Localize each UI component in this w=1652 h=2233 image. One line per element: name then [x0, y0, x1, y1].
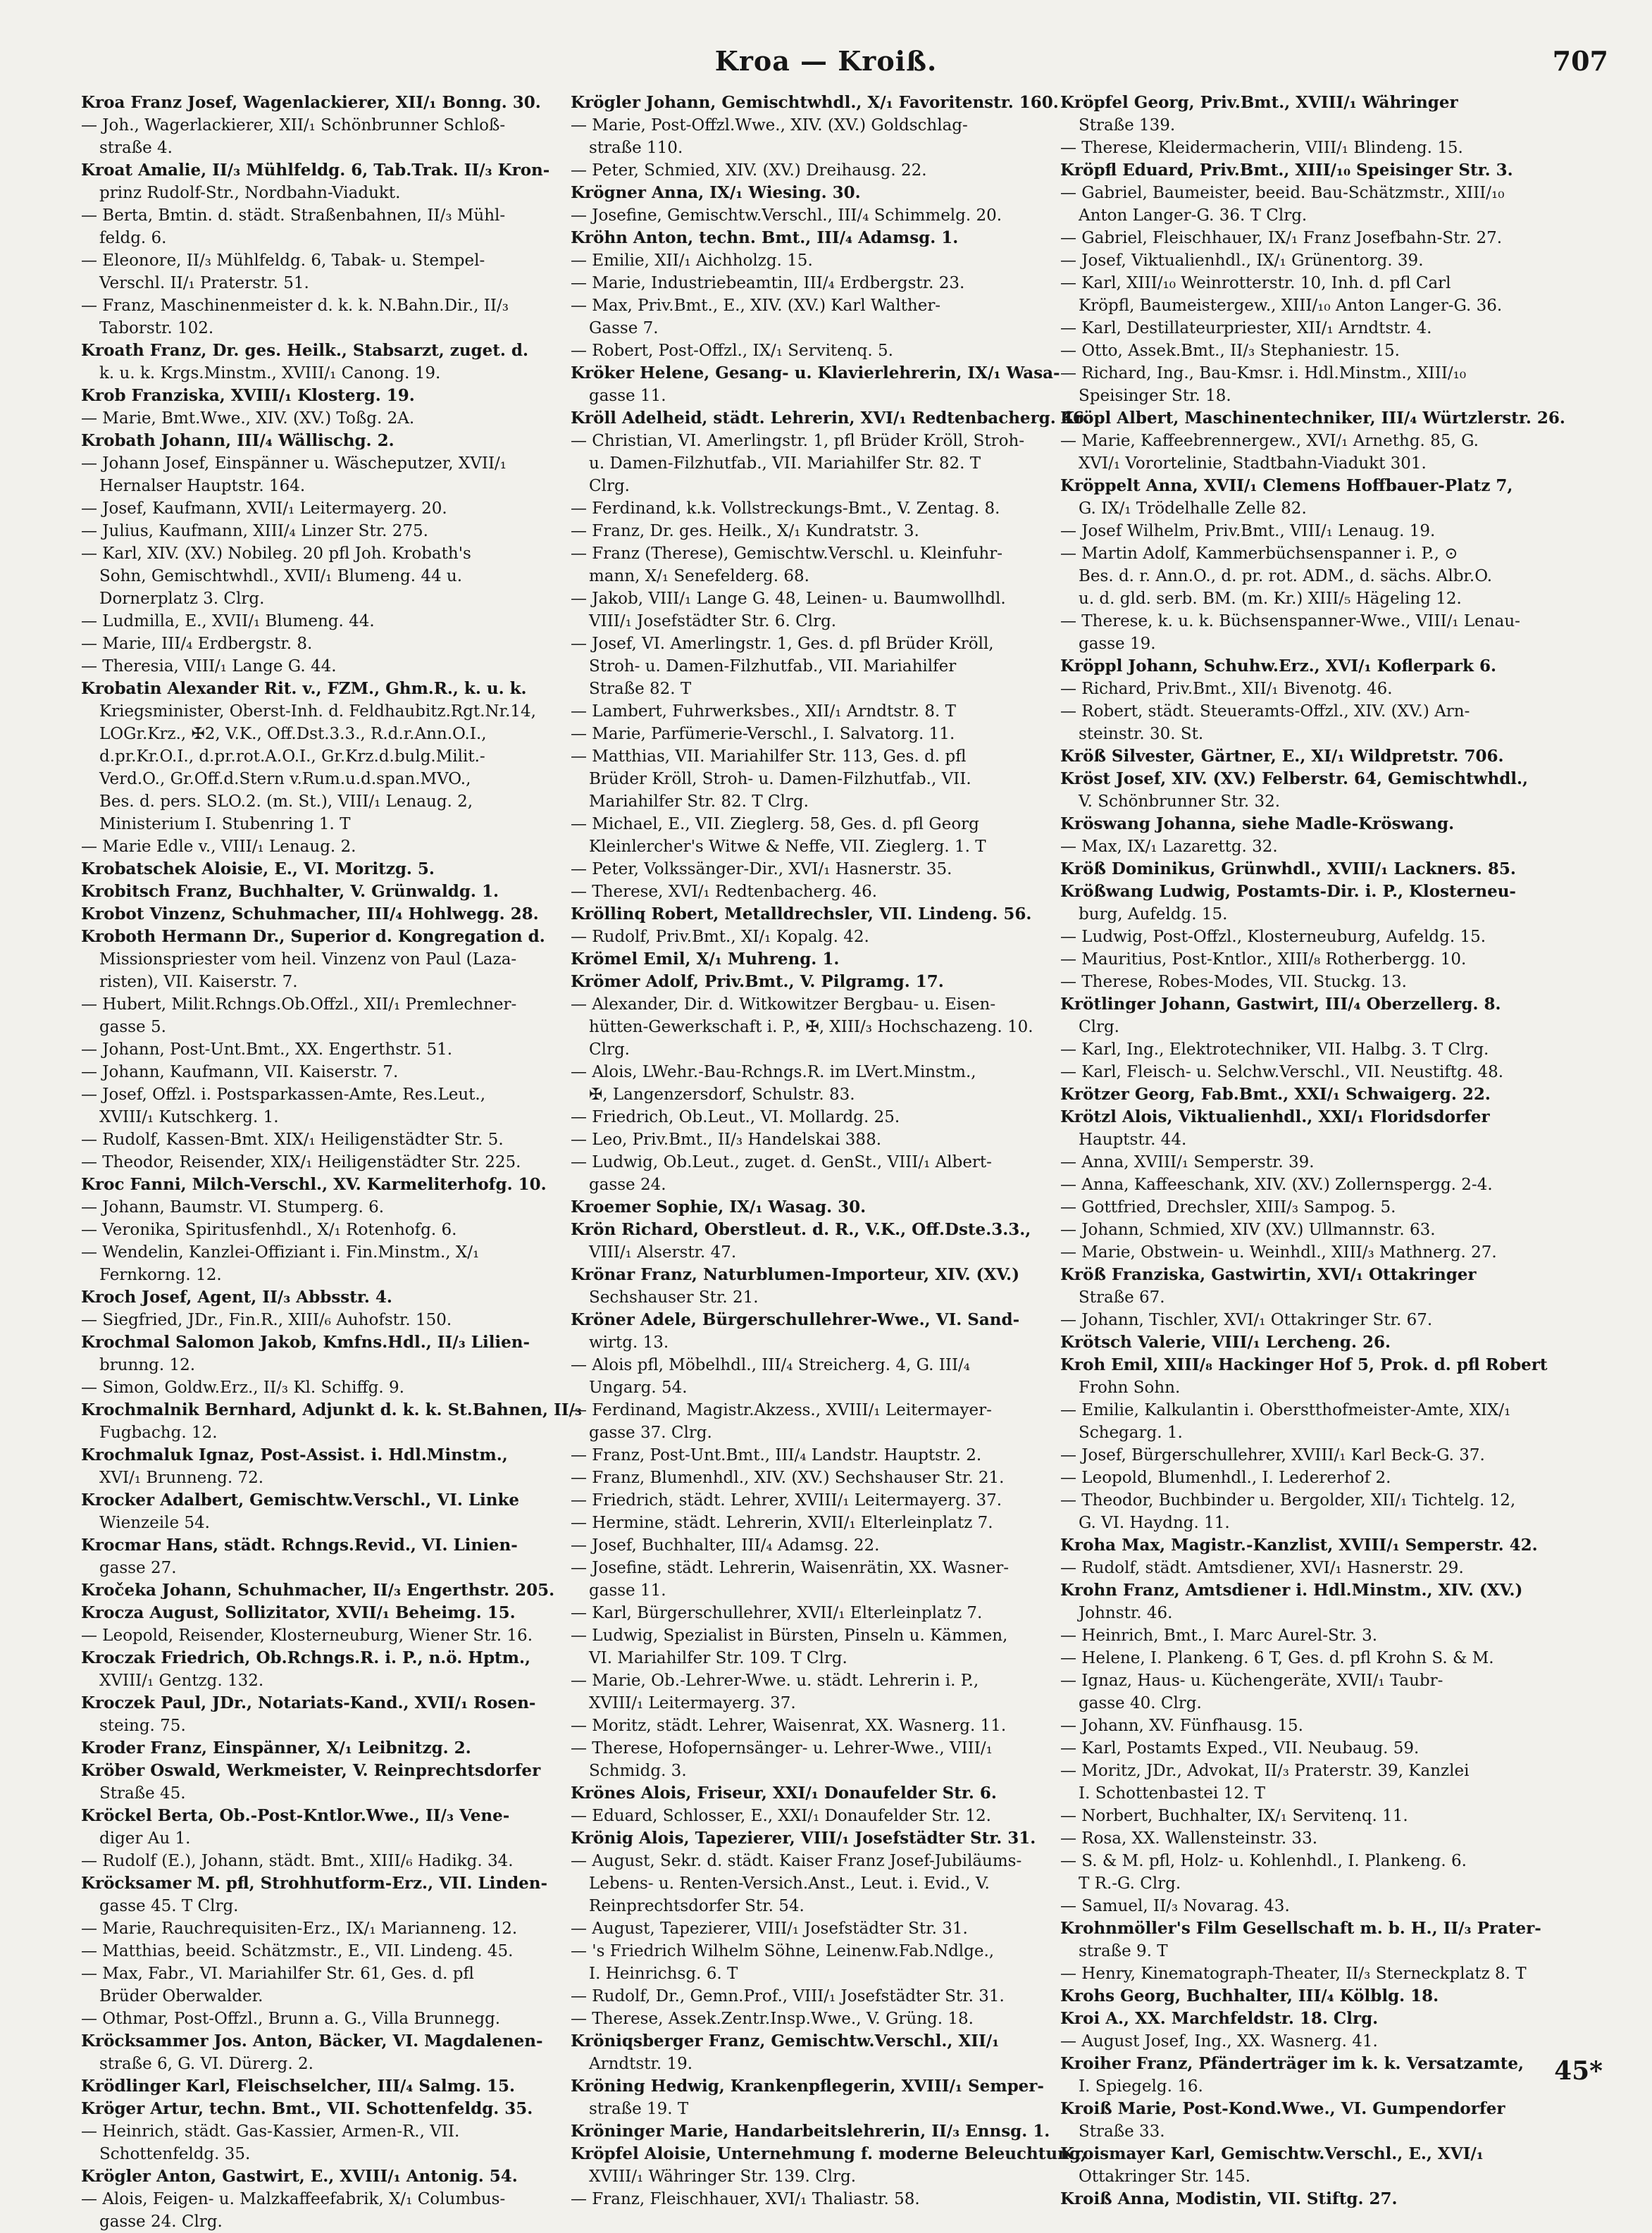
directory-line: Straße 82. T: [589, 680, 692, 698]
directory-line: wirtg. 13.: [589, 1333, 669, 1352]
directory-line: — Wendelin, Kanzlei-Offiziant i. Fin.Minstm., X/₁: [81, 1243, 480, 1262]
directory-line: Kröpl Albert, Maschinentechniker, III/₄ Würtzlerstr. 26.: [1060, 409, 1565, 428]
directory-line: gasse 11.: [589, 387, 666, 405]
directory-line: — Friedrich, städt. Lehrer, XVIII/₁ Leitermayerg. 37.: [571, 1491, 1002, 1510]
directory-line: Straße 139.: [1079, 116, 1176, 135]
directory-line: Kröpfel Georg, Priv.Bmt., XVIII/₁ Währinger: [1060, 93, 1458, 112]
directory-line: Kröpfl, Baumeistergew., XIII/₁₀ Anton Langer-G. 36.: [1079, 297, 1503, 315]
directory-line: — Ignaz, Haus- u. Küchengeräte, XVII/₁ Taubr-: [1060, 1672, 1443, 1690]
directory-line: Krötzer Georg, Fab.Bmt., XXI/₁ Schwaigerg. 22.: [1060, 1085, 1491, 1104]
directory-line: — Martin Adolf, Kammerbüchsenspanner i. P., ⊙: [1060, 545, 1458, 563]
directory-line: VIII/₁ Josefstädter Str. 6. Clrg.: [589, 612, 837, 630]
directory-line: Taborstr. 102.: [99, 319, 214, 337]
directory-line: — Christian, VI. Amerlingstr. 1, pfl Brüder Kröll, Stroh-: [571, 432, 1025, 450]
directory-line: — Gabriel, Fleischhauer, IX/₁ Franz Josefbahn-Str. 27.: [1060, 229, 1503, 247]
directory-line: — Jakob, VIII/₁ Lange G. 48, Leinen- u. Baumwollhdl.: [571, 590, 1006, 608]
directory-line: — Rosa, XX. Wallensteinstr. 33.: [1060, 1829, 1318, 1848]
directory-line: — Marie Edle v., VIII/₁ Lenaug. 2.: [81, 838, 356, 856]
directory-line: straße 110.: [589, 139, 683, 157]
directory-line: — Michael, E., VII. Zieglerg. 58, Ges. d. pfl Georg: [571, 815, 979, 833]
directory-line: — Ferdinand, Magistr.Akzess., XVIII/₁ Leitermayer-: [571, 1401, 992, 1419]
directory-line: — Josefine, Gemischtw.Verschl., III/₄ Schimmelg. 20.: [571, 206, 1002, 225]
directory-line: — Berta, Bmtin. d. städt. Straßenbahnen, II/₃ Mühl-: [81, 206, 506, 225]
directory-line: — Karl, XIII/₁₀ Weinrotterstr. 10, Inh. d. pfl Carl: [1060, 274, 1451, 292]
directory-line: Ottakringer Str. 145.: [1079, 2167, 1251, 2186]
directory-line: Kroc Fanni, Milch-Verschl., XV. Karmeliterhofg. 10.: [81, 1175, 547, 1194]
directory-line: — Theodor, Buchbinder u. Bergolder, XII/₁ Tichtelg. 12,: [1060, 1491, 1516, 1510]
directory-line: — Robert, Post-Offzl., IX/₁ Servitenq. 5.: [571, 342, 893, 360]
directory-line: — Anna, XVIII/₁ Semperstr. 39.: [1060, 1153, 1315, 1171]
directory-line: Kröninger Marie, Handarbeitslehrerin, II/₃ Ennsg. 1.: [571, 2122, 1050, 2141]
directory-line: steing. 75.: [99, 1717, 186, 1735]
directory-line: Speisinger Str. 18.: [1079, 387, 1231, 405]
directory-line: Verschl. II/₁ Praterstr. 51.: [99, 274, 309, 292]
directory-line: Kröniqsberger Franz, Gemischtw.Verschl., XII/₁: [571, 2032, 1000, 2051]
directory-line: Krömel Emil, X/₁ Muhreng. 1.: [571, 950, 840, 969]
directory-line: — Alois, LWehr.-Bau-Rchngs.R. im LVert.Minstm.,: [571, 1063, 976, 1081]
directory-line: — Max, Fabr., VI. Mariahilfer Str. 61, Ges. d. pfl: [81, 1965, 474, 1983]
directory-line: — Josef, Bürgerschullehrer, XVIII/₁ Karl Beck-G. 37.: [1060, 1446, 1485, 1464]
directory-line: — Joh., Wagerlackierer, XII/₁ Schönbrunner Schloß-: [81, 116, 506, 135]
directory-line: — Othmar, Post-Offzl., Brunn a. G., Villa Brunnegg.: [81, 2010, 501, 2028]
directory-line: — Eduard, Schlosser, E., XXI/₁ Donaufelder Str. 12.: [571, 1807, 991, 1825]
directory-line: — Karl, Postamts Exped., VII. Neubaug. 59.: [1060, 1739, 1420, 1758]
directory-line: Krögner Anna, IX/₁ Wiesing. 30.: [571, 183, 861, 202]
directory-line: Clrg.: [589, 477, 630, 495]
directory-line: gasse 24.: [589, 1176, 666, 1194]
column-2: [571, 92, 1090, 2208]
directory-line: Kleinlercher's Witwe & Neffe, VII. Zieglerg. 1. T: [589, 838, 986, 856]
directory-line: — Ludwig, Spezialist in Bürsten, Pinseln u. Kämmen,: [571, 1626, 1008, 1645]
directory-line: Krobath Johann, III/₄ Wällischg. 2.: [81, 431, 395, 450]
directory-line: Krochmaluk Ignaz, Post-Assist. i. Hdl.Minstm.,: [81, 1445, 508, 1464]
directory-line: straße 4.: [99, 139, 173, 157]
directory-line: Kriegsminister, Oberst-Inh. d. Feldhaubitz.Rgt.Nr.14,: [99, 702, 536, 721]
directory-line: Krögler Anton, Gastwirt, E., XVIII/₁ Antonig. 54.: [81, 2167, 518, 2186]
directory-line: — Simon, Goldw.Erz., II/₃ Kl. Schiffg. 9.: [81, 1379, 404, 1397]
directory-line: — Karl, XIV. (XV.) Nobileg. 20 pfl Joh. Krobath's: [81, 545, 471, 563]
directory-line: — Johann Josef, Einspänner u. Wäscheputzer, XVII/₁: [81, 454, 507, 473]
directory-line: — Theodor, Reisender, XIX/₁ Heiligenstädter Str. 225.: [81, 1153, 521, 1171]
directory-line: — Leopold, Blumenhdl., I. Ledererhof 2.: [1060, 1469, 1391, 1487]
directory-line: — S. & M. pfl, Holz- u. Kohlenhdl., I. Plankeng. 6.: [1060, 1852, 1467, 1870]
directory-line: Kroath Franz, Dr. ges. Heilk., Stabsarzt, zuget. d.: [81, 341, 529, 360]
directory-line: Krögler Johann, Gemischtwhdl., X/₁ Favoritenstr. 160.: [571, 93, 1059, 112]
directory-line: Krochmal Salomon Jakob, Kmfns.Hdl., II/₃ Lilien-: [81, 1333, 530, 1352]
directory-line: d.pr.Kr.O.I., d.pr.rot.A.O.I., Gr.Krz.d.bulg.Milit.-: [99, 747, 485, 766]
directory-line: Krocker Adalbert, Gemischtw.Verschl., VI. Linke: [81, 1491, 520, 1510]
directory-line: diger Au 1.: [99, 1829, 191, 1848]
directory-line: VIII/₁ Alserstr. 47.: [589, 1243, 737, 1262]
sheet-signature: 45*: [1554, 2056, 1603, 2086]
directory-line: Kröppl Johann, Schuhw.Erz., XVI/₁ Koflerpark 6.: [1060, 657, 1496, 676]
directory-line: — Heinrich, städt. Gas-Kassier, Armen-R., VII.: [81, 2122, 460, 2141]
directory-line: — Johann, Tischler, XVI/₁ Ottakringer Str. 67.: [1060, 1311, 1433, 1329]
directory-line: — Marie, Ob.-Lehrer-Wwe. u. städt. Lehrerin i. P.,: [571, 1672, 979, 1690]
running-head: Kroa — Kroiß.: [714, 45, 938, 77]
directory-line: — Johann, XV. Fünfhausg. 15.: [1060, 1717, 1303, 1735]
directory-line: — Josefine, städt. Lehrerin, Waisenrätin, XX. Wasner-: [571, 1559, 1010, 1577]
directory-line: — Ludwig, Post-Offzl., Klosterneuburg, Aufeldg. 15.: [1060, 928, 1486, 946]
directory-line: G. VI. Haydng. 11.: [1079, 1514, 1230, 1532]
directory-line: — Lambert, Fuhrwerksbes., XII/₁ Arndtstr. 8. T: [571, 702, 956, 721]
directory-line: — Helene, I. Plankeng. 6 T, Ges. d. pfl Krohn S. & M.: [1060, 1649, 1494, 1667]
directory-line: Verd.O., Gr.Off.d.Stern v.Rum.u.d.span.MVO.,: [99, 770, 471, 788]
directory-line: — Franz, Dr. ges. Heilk., X/₁ Kundratstr. 3.: [571, 522, 919, 540]
directory-line: gasse 27.: [99, 1559, 177, 1577]
directory-line: Kröning Hedwig, Krankenpflegerin, XVIII/₁ Semper-: [571, 2077, 1044, 2096]
directory-line: Bes. d. pers. SLO.2. (m. St.), VIII/₁ Lenaug. 2,: [99, 792, 473, 811]
directory-line: Schottenfeldg. 35.: [99, 2145, 251, 2163]
directory-line: — Moritz, JDr., Advokat, II/₃ Praterstr. 39, Kanzlei: [1060, 1762, 1470, 1780]
directory-line: Dornerplatz 3. Clrg.: [99, 590, 265, 608]
directory-line: Kroiß Marie, Post-Kond.Wwe., VI. Gumpendorfer: [1060, 2099, 1505, 2118]
directory-line: Kröcksammer Jos. Anton, Bäcker, VI. Magdalenen-: [81, 2032, 543, 2051]
directory-line: — Ferdinand, k.k. Vollstreckungs-Bmt., V. Zentag. 8.: [571, 499, 1000, 518]
directory-line: Brüder Kröll, Stroh- u. Damen-Filzhutfab., VII.: [589, 770, 971, 788]
directory-line: — Josef, VI. Amerlingstr. 1, Ges. d. pfl Brüder Kröll,: [571, 635, 994, 653]
directory-line: Kroemer Sophie, IX/₁ Wasag. 30.: [571, 1198, 867, 1217]
directory-line: Krönig Alois, Tapezierer, VIII/₁ Josefstädter Str. 31.: [571, 1829, 1036, 1848]
directory-line: — August, Tapezierer, VIII/₁ Josefstädter Str. 31.: [571, 1920, 968, 1938]
directory-line: Straße 67.: [1079, 1288, 1165, 1307]
directory-line: — Rudolf (E.), Johann, städt. Bmt., XIII/₆ Hadikg. 34.: [81, 1852, 514, 1870]
directory-line: — Josef, Offzl. i. Postsparkassen-Amte, Res.Leut.,: [81, 1086, 486, 1104]
directory-line: — Marie, Bmt.Wwe., XIV. (XV.) Toßg. 2A.: [81, 409, 415, 428]
directory-line: Reinprechtsdorfer Str. 54.: [589, 1897, 805, 1915]
directory-line: — Franz, Maschinenmeister d. k. k. N.Bahn.Dir., II/₃: [81, 297, 509, 315]
directory-line: Kröpfel Aloisie, Unternehmung f. moderne Beleuchtung,: [571, 2144, 1086, 2163]
directory-line: — Marie, Obstwein- u. Weinhdl., XIII/₃ Mathnerg. 27.: [1060, 1243, 1497, 1262]
directory-line: — Otto, Assek.Bmt., II/₃ Stephaniestr. 15.: [1060, 342, 1400, 360]
directory-line: — Johann, Post-Unt.Bmt., XX. Engerthstr. 51.: [81, 1040, 453, 1059]
directory-line: — Ludmilla, E., XVII/₁ Blumeng. 44.: [81, 612, 375, 630]
directory-line: — Gabriel, Baumeister, beeid. Bau-Schätzmstr., XIII/₁₀: [1060, 184, 1505, 202]
directory-line: Brüder Oberwalder.: [99, 1987, 263, 2005]
directory-line: Krößwang Ludwig, Postamts-Dir. i. P., Klosterneu-: [1060, 882, 1516, 901]
directory-line: ✠, Langenzersdorf, Schulstr. 83.: [589, 1086, 855, 1104]
directory-line: — Moritz, städt. Lehrer, Waisenrat, XX. Wasnerg. 11.: [571, 1717, 1007, 1735]
directory-line: Kročeka Johann, Schuhmacher, II/₃ Engerthstr. 205.: [81, 1581, 555, 1600]
directory-line: T R.-G. Clrg.: [1079, 1874, 1181, 1893]
page-header: [0, 41, 1652, 90]
directory-line: Kroi A., XX. Marchfeldstr. 18. Clrg.: [1060, 2009, 1379, 2028]
directory-line: — Norbert, Buchhalter, IX/₁ Servitenq. 11.: [1060, 1807, 1408, 1825]
directory-line: — Matthias, beeid. Schätzmstr., E., VII. Lindeng. 45.: [81, 1942, 514, 1960]
directory-line: — Marie, Rauchrequisiten-Erz., IX/₁ Marianneng. 12.: [81, 1920, 518, 1938]
directory-line: gasse 37. Clrg.: [589, 1424, 712, 1442]
directory-line: — Marie, Parfümerie-Verschl., I. Salvatorg. 11.: [571, 725, 955, 743]
directory-line: Krocza August, Sollizitator, XVII/₁ Beheimg. 15.: [81, 1603, 516, 1622]
directory-line: — Therese, Kleidermacherin, VIII/₁ Blindeng. 15.: [1060, 139, 1463, 157]
directory-line: Mariahilfer Str. 82. T Clrg.: [589, 792, 809, 811]
directory-line: — Alexander, Dir. d. Witkowitzer Bergbau- u. Eisen-: [571, 995, 996, 1014]
directory-line: gasse 5.: [99, 1018, 166, 1036]
directory-line: Kröß Franziska, Gastwirtin, XVI/₁ Ottakringer: [1060, 1265, 1477, 1284]
directory-line: — Alois pfl, Möbelhdl., III/₄ Streicherg. 4, G. III/₄: [571, 1356, 970, 1374]
directory-line: — Rudolf, Kassen-Bmt. XIX/₁ Heiligenstädter Str. 5.: [81, 1131, 504, 1149]
directory-line: XVIII/₁ Kutschkerg. 1.: [99, 1108, 279, 1126]
directory-line: — Therese, XVI/₁ Redtenbacherg. 46.: [571, 883, 878, 901]
directory-line: — Marie, Industriebeamtin, III/₄ Erdbergstr. 23.: [571, 274, 965, 292]
directory-line: — Richard, Priv.Bmt., XII/₁ Bivenotg. 46.: [1060, 680, 1393, 698]
directory-line: Kroat Amalie, II/₃ Mühlfeldg. 6, Tab.Trak. II/₃ Kron-: [81, 161, 550, 180]
directory-line: LOGr.Krz., ✠2, V.K., Off.Dst.3.3., R.d.r.Ann.O.I.,: [99, 725, 487, 743]
directory-line: Kröswang Johanna, siehe Madle-Kröswang.: [1060, 814, 1455, 833]
directory-line: Kroch Josef, Agent, II/₃ Abbsstr. 4.: [81, 1288, 392, 1307]
directory-line: — Karl, Bürgerschullehrer, XVII/₁ Elterleinplatz 7.: [571, 1604, 983, 1622]
directory-line: Kroiher Franz, Pfänderträger im k. k. Versatzamte,: [1060, 2054, 1524, 2073]
directory-line: XVIII/₁ Währinger Str. 139. Clrg.: [589, 2167, 857, 2186]
directory-line: — Franz, Fleischhauer, XVI/₁ Thaliastr. 58.: [571, 2190, 920, 2208]
directory-line: Schegarg. 1.: [1079, 1424, 1183, 1442]
directory-line: Kröppelt Anna, XVII/₁ Clemens Hoffbauer-Platz 7,: [1060, 476, 1513, 495]
directory-line: — Theresia, VIII/₁ Lange G. 44.: [81, 657, 337, 676]
directory-line: Krobot Vinzenz, Schuhmacher, III/₄ Hohlwegg. 28.: [81, 904, 539, 923]
directory-line: Kröcksamer M. pfl, Strohhutform-Erz., VII. Linden-: [81, 1874, 548, 1893]
directory-line: — 's Friedrich Wilhelm Söhne, Leinenw.Fab.Ndlge.,: [571, 1942, 995, 1960]
directory-line: risten), VII. Kaiserstr. 7.: [99, 973, 298, 991]
directory-line: — Veronika, Spiritusfenhdl., X/₁ Rotenhofg. 6.: [81, 1221, 457, 1239]
directory-line: Krohn Franz, Amtsdiener i. Hdl.Minstm., XIV. (XV.): [1060, 1581, 1523, 1600]
directory-line: — Gottfried, Drechsler, XIII/₃ Sampog. 5.: [1060, 1198, 1396, 1217]
directory-line: Gasse 7.: [589, 319, 659, 337]
directory-line: burg, Aufeldg. 15.: [1079, 905, 1228, 923]
directory-line: — Josef Wilhelm, Priv.Bmt., VIII/₁ Lenaug. 19.: [1060, 522, 1436, 540]
page-number: 707: [1552, 45, 1608, 77]
directory-line: Krödlinger Karl, Fleischselcher, III/₄ Salmg. 15.: [81, 2077, 516, 2096]
directory-line: Kröll Adelheid, städt. Lehrerin, XVI/₁ Redtenbacherg. 46.: [571, 409, 1090, 428]
directory-line: Ungarg. 54.: [589, 1379, 688, 1397]
directory-line: Missionspriester vom heil. Vinzenz von Paul (Laza-: [99, 950, 517, 969]
directory-line: — Henry, Kinematograph-Theater, II/₃ Sterneckplatz 8. T: [1060, 1965, 1527, 1983]
directory-line: — Peter, Volkssänger-Dir., XVI/₁ Hasnerstr. 35.: [571, 860, 952, 878]
directory-line: Ministerium I. Stubenring 1. T: [99, 815, 351, 833]
directory-line: Kroismayer Karl, Gemischtw.Verschl., E., XVI/₁: [1060, 2144, 1484, 2163]
directory-line: Sechshauser Str. 21.: [589, 1288, 759, 1307]
directory-line: — Ludwig, Ob.Leut., zuget. d. GenSt., VIII/₁ Albert-: [571, 1153, 992, 1171]
directory-line: Frohn Sohn.: [1079, 1379, 1181, 1397]
directory-line: — Rudolf, Priv.Bmt., XI/₁ Kopalg. 42.: [571, 928, 869, 946]
directory-line: — Marie, Post-Offzl.Wwe., XIV. (XV.) Goldschlag-: [571, 116, 968, 135]
directory-line: — Mauritius, Post-Kntlor., XIII/₈ Rotherbergg. 10.: [1060, 950, 1467, 969]
directory-line: — Franz (Therese), Gemischtw.Verschl. u. Kleinfuhr-: [571, 545, 1002, 563]
directory-line: — Therese, k. u. k. Büchsenspanner-Wwe., VIII/₁ Lenau-: [1060, 612, 1520, 630]
directory-line: — Richard, Ing., Bau-Kmsr. i. Hdl.Minstm., XIII/₁₀: [1060, 364, 1467, 382]
directory-line: Kroboth Hermann Dr., Superior d. Kongregation d.: [81, 927, 545, 946]
directory-line: Johnstr. 46.: [1079, 1604, 1173, 1622]
directory-line: I. Schottenbastei 12. T: [1079, 1784, 1265, 1803]
directory-line: I. Spiegelg. 16.: [1079, 2077, 1203, 2096]
directory-line: — Peter, Schmied, XIV. (XV.) Dreihausg. 22.: [571, 161, 927, 180]
directory-line: XVI/₁ Brunneng. 72.: [99, 1469, 264, 1487]
directory-line: Kroa Franz Josef, Wagenlackierer, XII/₁ Bonng. 30.: [81, 93, 541, 112]
directory-line: — Leopold, Reisender, Klosterneuburg, Wiener Str. 16.: [81, 1626, 533, 1645]
directory-line: — Julius, Kaufmann, XIII/₄ Linzer Str. 275.: [81, 522, 428, 540]
directory-line: Kroiß Anna, Modistin, VII. Stiftg. 27.: [1060, 2189, 1398, 2208]
directory-line: Lebens- u. Renten-Versich.Anst., Leut. i. Evid., V.: [589, 1874, 990, 1893]
directory-line: Kroh Emil, XIII/₈ Hackinger Hof 5, Prok. d. pfl Robert: [1060, 1355, 1548, 1374]
directory-line: XVIII/₁ Leitermayerg. 37.: [589, 1694, 796, 1712]
directory-line: u. d. gld. serb. BM. (m. Kr.) XIII/₅ Hägeling 12.: [1079, 590, 1462, 608]
directory-line: Clrg.: [1079, 1018, 1119, 1036]
directory-line: I. Heinrichsg. 6. T: [589, 1965, 738, 1983]
directory-line: Krön Richard, Oberstleut. d. R., V.K., Off.Dste.3.3.,: [571, 1220, 1031, 1239]
directory-line: Kröß Dominikus, Grünwhdl., XVIII/₁ Lackners. 85.: [1060, 859, 1516, 878]
directory-line: Krohnmöller's Film Gesellschaft m. b. H., II/₃ Prater-: [1060, 1919, 1541, 1938]
directory-line: hütten-Gewerkschaft i. P., ✠, XIII/₃ Hochschazeng. 10.: [589, 1018, 1033, 1036]
directory-line: gasse 24. Clrg.: [99, 2213, 223, 2231]
directory-line: XVI/₁ Vorortelinie, Stadtbahn-Viadukt 301.: [1079, 454, 1427, 473]
directory-line: — Siegfried, JDr., Fin.R., XIII/₆ Auhofstr. 150.: [81, 1311, 452, 1329]
directory-line: Kröß Silvester, Gärtner, E., XI/₁ Wildpretstr. 706.: [1060, 747, 1504, 766]
directory-line: Krötlinger Johann, Gastwirt, III/₄ Oberzellerg. 8.: [1060, 995, 1501, 1014]
directory-line: — Max, Priv.Bmt., E., XIV. (XV.) Karl Walther-: [571, 297, 941, 315]
directory-line: — Samuel, II/₃ Novarag. 43.: [1060, 1897, 1290, 1915]
directory-line: Anton Langer-G. 36. T Clrg.: [1079, 206, 1308, 225]
directory-line: Schmidg. 3.: [589, 1762, 687, 1780]
directory-line: straße 6, G. VI. Dürerg. 2.: [99, 2055, 313, 2073]
directory-line: prinz Rudolf-Str., Nordbahn-Viadukt.: [99, 184, 401, 202]
directory-line: gasse 40. Clrg.: [1079, 1694, 1202, 1712]
directory-line: Krönes Alois, Friseur, XXI/₁ Donaufelder Str. 6.: [571, 1784, 997, 1803]
directory-line: — Josef, Buchhalter, III/₄ Adamsg. 22.: [571, 1536, 880, 1555]
directory-line: — Hermine, städt. Lehrerin, XVII/₁ Elterleinplatz 7.: [571, 1514, 993, 1532]
directory-line: Fugbachg. 12.: [99, 1424, 218, 1442]
directory-line: — Karl, Fleisch- u. Selchw.Verschl., VII. Neustiftg. 48.: [1060, 1063, 1504, 1081]
directory-line: brunng. 12.: [99, 1356, 196, 1374]
directory-line: — Anna, Kaffeeschank, XIV. (XV.) Zollernspergg. 2-4.: [1060, 1176, 1493, 1194]
directory-line: — Therese, Hofopernsänger- u. Lehrer-Wwe., VIII/₁: [571, 1739, 993, 1758]
directory-line: gasse 45. T Clrg.: [99, 1897, 239, 1915]
directory-line: Hauptstr. 44.: [1079, 1131, 1187, 1149]
directory-line: Krocmar Hans, städt. Rchngs.Revid., VI. Linien-: [81, 1536, 518, 1555]
directory-line: — Robert, städt. Steueramts-Offzl., XIV. (XV.) Arn-: [1060, 702, 1470, 721]
directory-line: — Karl, Destillateurpriester, XII/₁ Arndtstr. 4.: [1060, 319, 1432, 337]
directory-line: — Therese, Robes-Modes, VII. Stuckg. 13.: [1060, 973, 1407, 991]
directory-line: Kröner Adele, Bürgerschullehrer-Wwe., VI. Sand-: [571, 1310, 1020, 1329]
column-3: [1060, 92, 1565, 2208]
directory-line: Kröber Oswald, Werkmeister, V. Reinprechtsdorfer: [81, 1761, 541, 1780]
directory-line: Krob Franziska, XVIII/₁ Klosterg. 19.: [81, 386, 415, 405]
directory-line: Krötzl Alois, Viktualienhdl., XXI/₁ Floridsdorfer: [1060, 1107, 1490, 1126]
directory-line: — Matthias, VII. Mariahilfer Str. 113, Ges. d. pfl: [571, 747, 967, 766]
directory-line: — August Josef, Ing., XX. Wasnerg. 41.: [1060, 2032, 1378, 2051]
directory-line: feldg. 6.: [99, 229, 167, 247]
directory-line: — August, Sekr. d. städt. Kaiser Franz Josef-Jubiläums-: [571, 1852, 1022, 1870]
directory-line: Sohn, Gemischtwhdl., XVII/₁ Blumeng. 44 u.: [99, 567, 463, 585]
directory-line: Krönar Franz, Naturblumen-Importeur, XIV. (XV.): [571, 1265, 1020, 1284]
directory-line: Kröger Artur, techn. Bmt., VII. Schottenfeldg. 35.: [81, 2099, 533, 2118]
directory-line: Kröker Helene, Gesang- u. Klavierlehrerin, IX/₁ Wasa-: [571, 363, 1060, 382]
directory-line: Arndtstr. 19.: [589, 2055, 693, 2073]
directory-line: Kroha Max, Magistr.-Kanzlist, XVIII/₁ Semperstr. 42.: [1060, 1536, 1538, 1555]
directory-line: — Friedrich, Ob.Leut., VI. Mollardg. 25.: [571, 1108, 900, 1126]
directory-line: G. IX/₁ Trödelhalle Zelle 82.: [1079, 499, 1307, 518]
directory-line: Bes. d. r. Ann.O., d. pr. rot. ADM., d. sächs. Albr.O.: [1079, 567, 1493, 585]
directory-line: Wienzeile 54.: [99, 1514, 210, 1532]
directory-line: — Emilie, Kalkulantin i. Oberstthofmeister-Amte, XIX/₁: [1060, 1401, 1511, 1419]
directory-line: Kröhn Anton, techn. Bmt., III/₄ Adamsg. 1.: [571, 228, 959, 247]
directory-line: Kröckel Berta, Ob.-Post-Kntlor.Wwe., II/₃ Vene-: [81, 1806, 510, 1825]
directory-line: Straße 33.: [1079, 2122, 1165, 2141]
directory-line: — Emilie, XII/₁ Aichholzg. 15.: [571, 251, 813, 270]
directory-line: Krohs Georg, Buchhalter, III/₄ Kölblg. 18.: [1060, 1986, 1439, 2005]
directory-line: — Josef, Kaufmann, XVII/₁ Leitermayerg. 20.: [81, 499, 447, 518]
directory-line: Krochmalnik Bernhard, Adjunkt d. k. k. St.Bahnen, II/₃: [81, 1400, 582, 1419]
directory-line: — Heinrich, Bmt., I. Marc Aurel-Str. 3.: [1060, 1626, 1378, 1645]
directory-line: Krobitsch Franz, Buchhalter, V. Grünwaldg. 1.: [81, 882, 499, 901]
directory-line: steinstr. 30. St.: [1079, 725, 1204, 743]
directory-line: gasse 11.: [589, 1581, 666, 1600]
directory-line: V. Schönbrunner Str. 32.: [1079, 792, 1281, 811]
directory-line: — Marie, III/₄ Erdbergstr. 8.: [81, 635, 313, 653]
directory-line: — Leo, Priv.Bmt., II/₃ Handelskai 388.: [571, 1131, 882, 1149]
directory-line: gasse 19.: [1079, 635, 1156, 653]
directory-line: Kröllinq Robert, Metalldrechsler, VII. Lindeng. 56.: [571, 904, 1032, 923]
directory-line: k. u. k. Krgs.Minstm., XVIII/₁ Canong. 19.: [99, 364, 441, 382]
directory-line: Kroczek Paul, JDr., Notariats-Kand., XVII/₁ Rosen-: [81, 1693, 536, 1712]
directory-line: Straße 45.: [99, 1784, 186, 1803]
directory-line: — Johann, Schmied, XIV (XV.) Ullmannstr. 63.: [1060, 1221, 1436, 1239]
directory-line: Kroczak Friedrich, Ob.Rchngs.R. i. P., n.ö. Hptm.,: [81, 1648, 531, 1667]
directory-line: — Rudolf, städt. Amtsdiener, XVI/₁ Hasnerstr. 29.: [1060, 1559, 1464, 1577]
directory-line: Fernkorng. 12.: [99, 1266, 222, 1284]
directory-line: Hernalser Hauptstr. 164.: [99, 477, 306, 495]
directory-line: Krötsch Valerie, VIII/₁ Lercheng. 26.: [1060, 1333, 1391, 1352]
directory-line: straße 19. T: [589, 2100, 689, 2118]
directory-line: — Hubert, Milit.Rchngs.Ob.Offzl., XII/₁ Premlechner-: [81, 995, 517, 1014]
directory-line: straße 9. T: [1079, 1942, 1168, 1960]
directory-line: Krömer Adolf, Priv.Bmt., V. Pilgramg. 17.: [571, 972, 944, 991]
directory-line: Kroder Franz, Einspänner, X/₁ Leibnitzg. 2.: [81, 1738, 471, 1758]
directory-line: Clrg.: [589, 1040, 630, 1059]
column-1: [81, 92, 582, 2231]
directory-line: — Karl, Ing., Elektrotechniker, VII. Halbg. 3. T Clrg.: [1060, 1040, 1489, 1059]
directory-line: Krobatschek Aloisie, E., VI. Moritzg. 5.: [81, 859, 435, 878]
directory-line: Kröst Josef, XIV. (XV.) Felberstr. 64, Gemischtwhdl.,: [1060, 769, 1529, 788]
directory-line: — Rudolf, Dr., Gemn.Prof., VIII/₁ Josefstädter Str. 31.: [571, 1987, 1005, 2005]
directory-line: — Max, IX/₁ Lazarettg. 32.: [1060, 838, 1278, 856]
directory-line: — Johann, Baumstr. VI. Stumperg. 6.: [81, 1198, 385, 1217]
directory-line: Stroh- u. Damen-Filzhutfab., VII. Mariahilfer: [589, 657, 957, 676]
directory-line: XVIII/₁ Gentzg. 132.: [99, 1672, 264, 1690]
directory-line: Kröpfl Eduard, Priv.Bmt., XIII/₁₀ Speisinger Str. 3.: [1060, 161, 1513, 180]
directory-line: Krobatin Alexander Rit. v., FZM., Ghm.R., k. u. k.: [81, 679, 527, 698]
directory-line: u. Damen-Filzhutfab., VII. Mariahilfer Str. 82. T: [589, 454, 981, 473]
directory-line: — Therese, Assek.Zentr.Insp.Wwe., V. Grüng. 18.: [571, 2010, 974, 2028]
directory-line: — Franz, Blumenhdl., XIV. (XV.) Sechshauser Str. 21.: [571, 1469, 1005, 1487]
directory-line: — Josef, Viktualienhdl., IX/₁ Grünentorg. 39.: [1060, 251, 1424, 270]
directory-line: VI. Mariahilfer Str. 109. T Clrg.: [589, 1649, 847, 1667]
directory-line: — Alois, Feigen- u. Malzkaffeefabrik, X/₁ Columbus-: [81, 2190, 506, 2208]
directory-line: mann, X/₁ Senefelderg. 68.: [589, 567, 809, 585]
directory-line: — Johann, Kaufmann, VII. Kaiserstr. 7.: [81, 1063, 399, 1081]
directory-line: — Marie, Kaffeebrennergew., XVI/₁ Arnethg. 85, G.: [1060, 432, 1479, 450]
directory-line: — Franz, Post-Unt.Bmt., III/₄ Landstr. Hauptstr. 2.: [571, 1446, 982, 1464]
directory-line: — Eleonore, II/₃ Mühlfeldg. 6, Tabak- u. Stempel-: [81, 251, 485, 270]
